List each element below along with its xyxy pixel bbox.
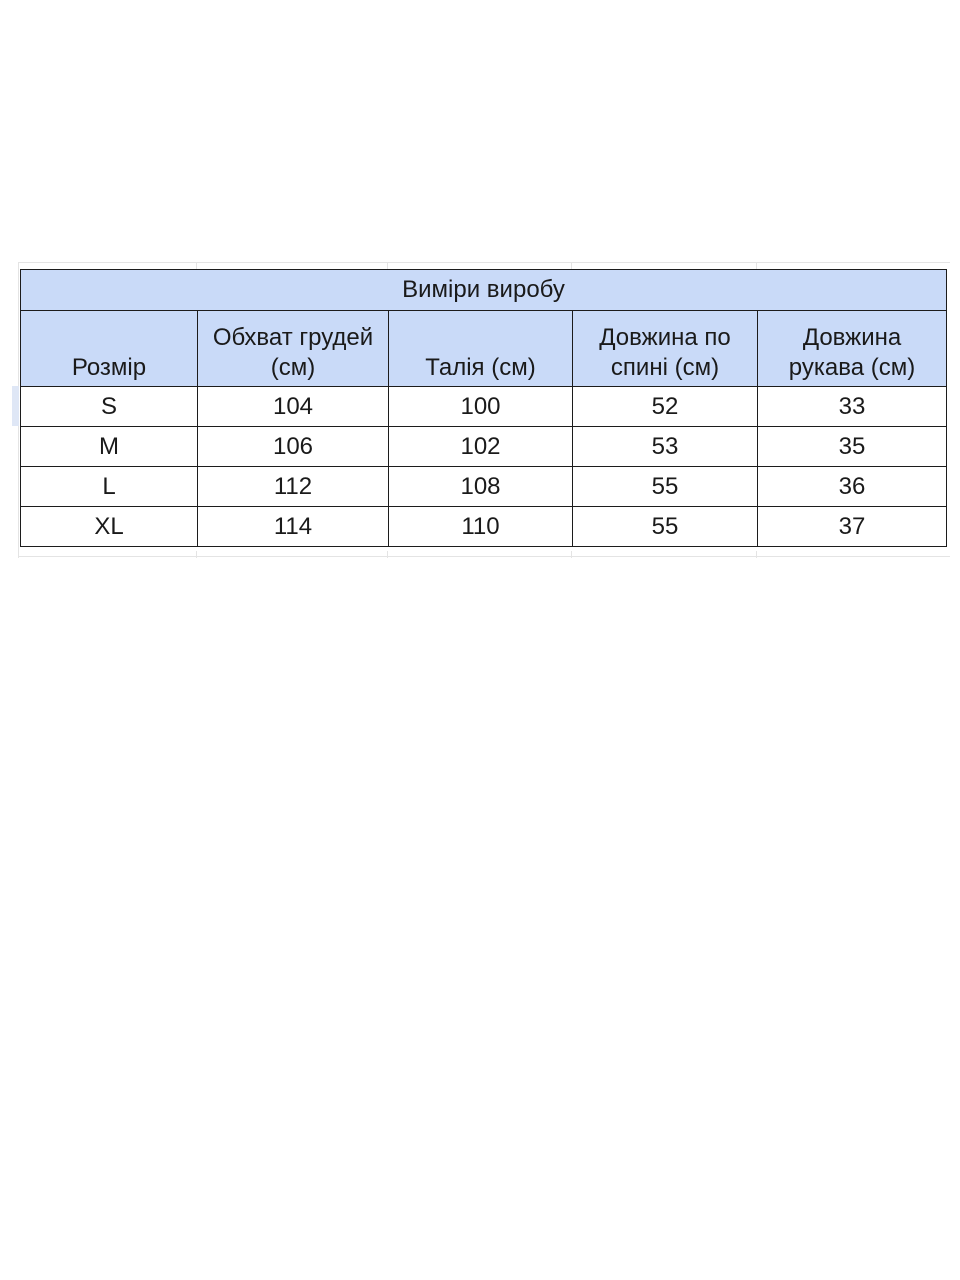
sheet-gridline xyxy=(571,551,572,558)
sheet-gridline xyxy=(196,551,197,558)
table-row xyxy=(21,387,947,427)
cell-back-length: 52 xyxy=(573,387,758,427)
selected-row-marker xyxy=(12,386,19,426)
cell-chest: 114 xyxy=(198,507,389,547)
header-sleeve-length: Довжина рукава (см) xyxy=(758,311,947,387)
cell-waist: 110 xyxy=(389,507,573,547)
cell-sleeve-length: 35 xyxy=(758,427,947,467)
cell-size: XL xyxy=(21,507,198,547)
cell-waist: 108 xyxy=(389,467,573,507)
sheet-gridline xyxy=(18,262,950,263)
cell-chest: 104 xyxy=(198,387,389,427)
cell-back-length: 53 xyxy=(573,427,758,467)
sheet-gridline xyxy=(387,551,388,558)
cell-size: L xyxy=(21,467,198,507)
header-size: Розмір xyxy=(21,311,198,387)
sheet-gridline xyxy=(18,556,950,557)
cell-sleeve-length: 33 xyxy=(758,387,947,427)
cell-chest: 106 xyxy=(198,427,389,467)
header-waist: Талія (см) xyxy=(389,311,573,387)
cell-size: S xyxy=(21,387,198,427)
cell-sleeve-length: 36 xyxy=(758,467,947,507)
table-header-row xyxy=(21,311,947,387)
cell-sleeve-length: 37 xyxy=(758,507,947,547)
sheet-gridline xyxy=(756,551,757,558)
table-row xyxy=(21,467,947,507)
cell-back-length: 55 xyxy=(573,507,758,547)
size-chart-table xyxy=(20,269,947,547)
header-back-length: Довжина по спині (см) xyxy=(573,311,758,387)
cell-waist: 102 xyxy=(389,427,573,467)
table-title: Виміри виробу xyxy=(21,270,947,311)
table-title-row xyxy=(21,270,947,311)
cell-waist: 100 xyxy=(389,387,573,427)
table-row xyxy=(21,427,947,467)
table-row xyxy=(21,507,947,547)
header-chest: Обхват грудей (см) xyxy=(198,311,389,387)
cell-size: M xyxy=(21,427,198,467)
cell-chest: 112 xyxy=(198,467,389,507)
cell-back-length: 55 xyxy=(573,467,758,507)
